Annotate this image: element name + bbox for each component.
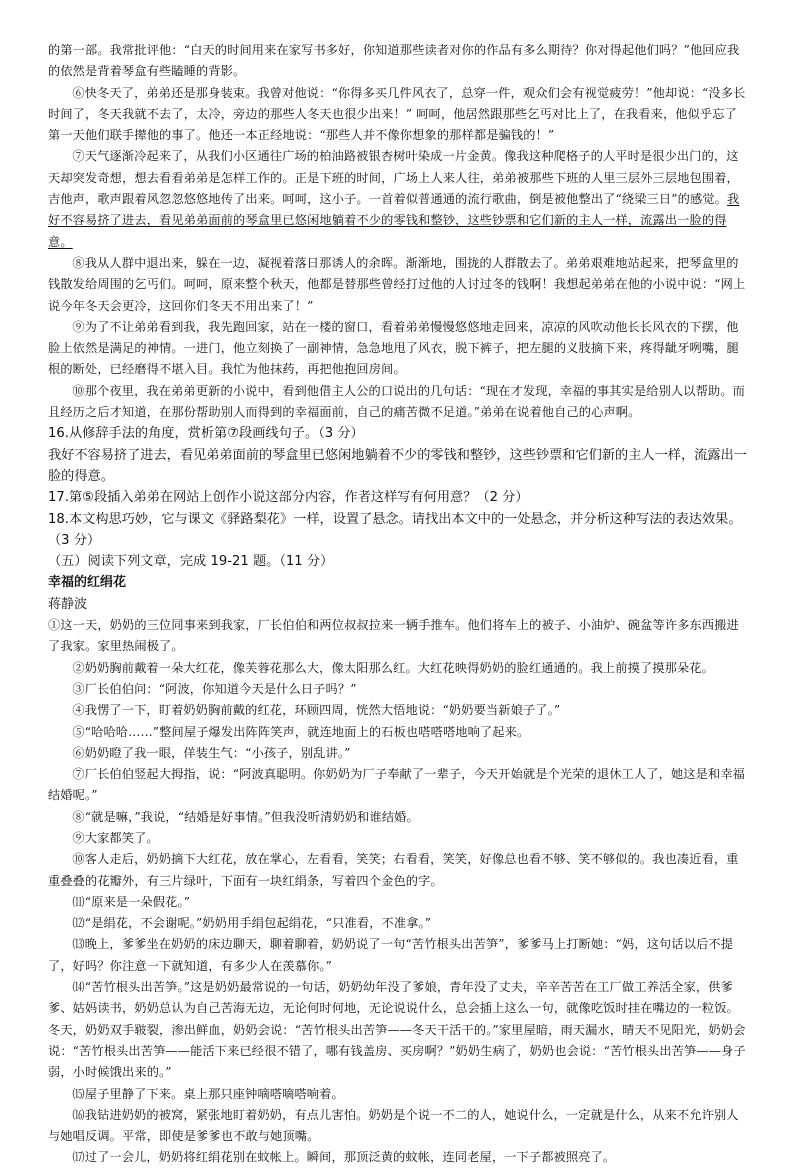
story-a-continuation: 的第一部。我常批评他：“白天的时间用来在家写书多好，你知道那些读者对你的作品有多么期待？你对得起他们吗？”他回应我的依然是背着琴盒有些瞌睡的背影。 — [48, 43, 740, 79]
story-b-paragraph-13: ⒀晚上，爹爹坐在奶奶的床边聊天，聊着聊着，奶奶说了一句“苦竹根头出苦笋”，爹爹马上打断她：“妈，这句话以后不提了，好吗？你注意一下就知道，有多少人在羡慕你。” — [48, 937, 734, 973]
story-b-paragraph-5: ⑤“哈哈哈……”整间屋子爆发出阵阵笑声，就连地面上的石板也嗒嗒嗒地响了起来。 — [72, 724, 530, 739]
question-17: 17.第⑤段插入弟弟在网站上创作小说这部分内容，作者这样写有何用意？（2 分） — [48, 490, 529, 506]
story-a-paragraph-10: ⑩那个夜里，我在弟弟更新的小说中，看到他借主人公的口说出的几句话：“现在才发现，幸福的事其实是给别人以帮助。而且经历之后才知道，在那份帮助别人而得到的幸福面前，自己的痛苦微不足道。”弟弟在说着他自己的心声啊。 — [48, 383, 745, 420]
exam-page — [48, 40, 748, 1169]
story-b-paragraph-2: ②奶奶胸前戴着一朵大红花，像芙蓉花那么大，像太阳那么红。大红花映得奶奶的脸红通通的。我上前摸了摸那朵花。 — [72, 660, 714, 675]
story-b-paragraph-1: ①这一天，奶奶的三位同事来到我家，厂长伯伯和两位叔叔拉来一辆手推车。他们将车上的被子、小油炉、碗盆等许多东西搬进了我家。家里热闹极了。 — [48, 618, 739, 654]
story-b-paragraph-10: ⑩客人走后，奶奶摘下大红花，放在掌心，左看看，笑笑；右看看，笑笑，好像总也看不够、笑不够似的。我也凑近看，重重叠叠的花瓣外，有三片绿叶，下面有一块红绢条，写着四个金色的字。 — [48, 852, 739, 888]
article-title: 幸福的红绢花 — [48, 575, 127, 591]
story-b-paragraph-11: ⑾“原来是一朵假花。” — [72, 894, 191, 909]
section-5-heading: （五）阅读下列文章，完成 19-21 题。（11 分） — [48, 554, 334, 570]
story-b-paragraph-6: ⑥奶奶瞪了我一眼，佯装生气：“小孩子，别乱讲。” — [72, 745, 351, 760]
underlined-sentence: 我好不容易挤了进去，看见弟弟面前的琴盒里已悠闲地躺着不少的零钱和整钞，这些钞票和它们新的主人一样，流露出一脸的得意。 — [48, 192, 740, 249]
story-b-paragraph-9: ⑨大家都笑了。 — [72, 830, 159, 845]
question-18: 18.本文构思巧妙，它与课文《驿路梨花》一样，设置了悬念。请找出本文中的一处悬念，并分析这种写法的表达效果。（3 分） — [48, 511, 742, 548]
story-a-paragraph-8: ⑧我从人群中退出来，躲在一边，凝视着落日那诱人的余晖。渐渐地，围拢的人群散去了。弟弟艰难地站起来，把琴盒里的钱散发给周围的乞丐们。呵呵，原来整个秋天，他都是替那些曾经打过他的人讨过冬的钱啊！我想起弟弟在他的小说中说：“网上说今年冬天会更冷，这回你们冬天不用出来了！” — [48, 255, 746, 313]
story-b-paragraph-7: ⑦厂长伯伯竖起大拇指，说：“阿波真聪明。你奶奶为厂子奉献了一辈子，今天开始就是个光荣的退休工人了，她这是和幸福结婚呢。” — [48, 767, 745, 803]
story-b-paragraph-17: ⒄过了一会儿，奶奶将红绢花别在蚊帐上。瞬间，那顶泛黄的蚊帐，连同老屋，一下子都被照亮了。 — [72, 1150, 616, 1165]
story-a-paragraph-6: ⑥快冬天了，弟弟还是那身装束。我曾对他说：“你得多买几件风衣了，总穿一件，观众们会有视觉疲劳！”他却说：“没多长时间了，冬天我就不去了，太冷，旁边的那些人冬天也很少出来！” 呵呵，他居然跟那些乞丐对比上了，在我看来，他似乎忘了第一天他们联手撵他的事了。他还一本正经地说：“那些人并不像你想象的那样都是骗钱的！” — [48, 85, 746, 143]
story-b-paragraph-16: ⒃我钻进奶奶的被窝，紧张地盯着奶奶，有点儿害怕。奶奶是个说一不二的人，她说什么，一定就是什么，从来不允许别人与她唱反调。平常，即使是爹爹也不敢与她顶嘴。 — [48, 1107, 739, 1144]
story-a-paragraph-7 — [48, 146, 748, 252]
story-a-paragraph-9: ⑨为了不让弟弟看到我，我先跑回家，站在一楼的窗口，看着弟弟慢慢悠悠地走回来，凉凉的风吹动他长长风衣的下摆，他脸上依然是满足的神情。一进门，他立刻换了一副神情，急急地甩了风衣，脱下裤子，把左腿的义肢摘下来，疼得龇牙咧嘴，腿根的断处，已经磨得不堪入目。我忙为他抹药，再把他抱回房间。 — [48, 319, 739, 377]
question-16: 16.从修辞手法的角度，赏析第⑦段画线句子。（3 分） — [48, 426, 364, 442]
article-author: 蒋静波 — [48, 596, 88, 612]
story-b-paragraph-14: ⒁“苦竹根头出苦笋。”这是奶奶最常说的一句话，奶奶幼年没了爹娘，青年没了丈夫，辛辛苦苦在工厂做工养活全家，供爹爹、姑妈读书，奶奶总认为自己苦海无边，无论何时何地，无论说说什么，总会插上这么一句，就像吃饭时挂在嘴边的一粒饭。冬天，奶奶双手皲裂，渗出鲜血，奶奶会说：“苦竹根头出苦笋——冬天干活干的。”家里屋暗，雨天漏水，晴天不见阳光，奶奶会说：“苦竹根头出苦笋——能活下来已经很不错了，哪有钱盖房、买房啊？”奶奶生病了，奶奶也会说：“苦竹根头出苦笋——身子弱，小时候饿出来的。” — [48, 980, 746, 1080]
paragraph-7-text: ⑦天气逐渐冷起来了，从我们小区通往广场的柏油路被银杏树叶染成一片金黄。像我这种爬格子的人平时是很少出门的，这天却突发奇想，想去看看弟弟是怎样工作的。正是下班的时间，广场上人来人往，弟弟被那些下班的人里三层外三层地包围着，吉他声，歌声跟着风忽忽悠悠地传了出来。呵呵，这小子。一首着似普通通的流行歌曲，倒是被他整出了“绕梁三日”的感觉。 — [48, 149, 739, 207]
story-b-paragraph-3: ③厂长伯伯问：“阿波，你知道今天是什么日子吗？” — [72, 681, 357, 696]
story-b-paragraph-15: ⒂屋子里静了下来。桌上那只座钟嘀嗒嘀嗒响着。 — [72, 1086, 344, 1101]
story-b-paragraph-8: ⑧“就是嘛，”我说，“结婚是好事情。”但我没听清奶奶和谁结婚。 — [72, 809, 419, 824]
story-b-paragraph-12: ⑿“是绢花，不会谢呢。”奶奶用手绢包起绢花，“只准看，不准拿。” — [72, 916, 432, 931]
story-b-paragraph-4: ④我愣了一下，盯着奶奶胸前戴的红花，环顾四周，恍然大悟地说：“奶奶要当新娘子了。” — [72, 703, 561, 718]
question-16-quote: 我好不容易挤了进去，看见弟弟面前的琴盒里已悠闲地躺着不少的零钱和整钞，这些钞票和它们新的主人一样，流露出一脸的得意。 — [48, 447, 747, 484]
